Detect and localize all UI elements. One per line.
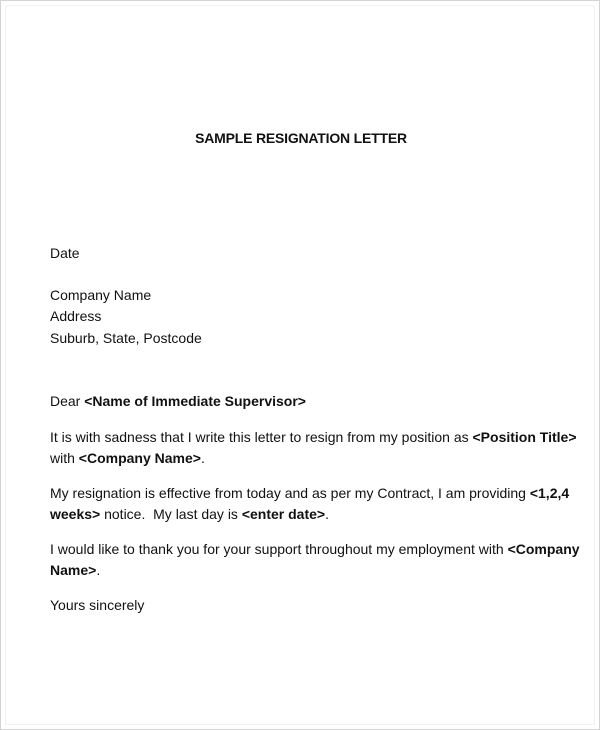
paragraph3-line2 bbox=[50, 560, 100, 580]
paragraph1-with: with bbox=[50, 450, 79, 466]
position-title-placeholder: <Position Title> bbox=[472, 429, 577, 445]
paragraph2-period: . bbox=[325, 506, 329, 522]
paragraph3-text: I would like to thank you for your support throughout my employment with bbox=[50, 541, 508, 557]
paragraph1-line1 bbox=[50, 427, 577, 447]
supervisor-placeholder: <Name of Immediate Supervisor> bbox=[84, 393, 306, 409]
paragraph3-period: . bbox=[96, 562, 101, 578]
paragraph1-period: . bbox=[200, 450, 205, 466]
notice-period-placeholder-end: weeks> bbox=[50, 506, 101, 522]
company-name-line: Company Name bbox=[50, 287, 152, 303]
salutation bbox=[50, 391, 306, 411]
paragraph3-line1 bbox=[50, 539, 580, 559]
company-placeholder-end: Name> bbox=[50, 562, 97, 578]
paragraph2-line1 bbox=[50, 483, 569, 503]
company-placeholder-start: <Company bbox=[507, 541, 580, 557]
paragraph1-text: It is with sadness that I write this letter to resign from my position as bbox=[50, 429, 473, 445]
salutation-prefix: Dear bbox=[50, 393, 85, 409]
last-day-placeholder: <enter date> bbox=[241, 506, 326, 522]
letter-title: SAMPLE RESIGNATION LETTER bbox=[195, 130, 407, 146]
paragraph2-line2 bbox=[50, 504, 329, 524]
page-inner-border bbox=[5, 5, 595, 725]
company-name-placeholder: <Company Name> bbox=[78, 450, 201, 466]
paragraph2-text: My resignation is effective from today and as per my Contract, I am providing bbox=[50, 485, 530, 501]
paragraph1-line2 bbox=[50, 448, 205, 468]
closing-line: Yours sincerely bbox=[50, 597, 145, 613]
paragraph2-notice-text: notice. My last day is bbox=[100, 506, 242, 522]
address-line: Address bbox=[50, 308, 102, 324]
suburb-state-postcode-line: Suburb, State, Postcode bbox=[50, 330, 202, 346]
notice-period-placeholder-start: <1,2,4 bbox=[529, 485, 570, 501]
date-line: Date bbox=[50, 245, 80, 261]
